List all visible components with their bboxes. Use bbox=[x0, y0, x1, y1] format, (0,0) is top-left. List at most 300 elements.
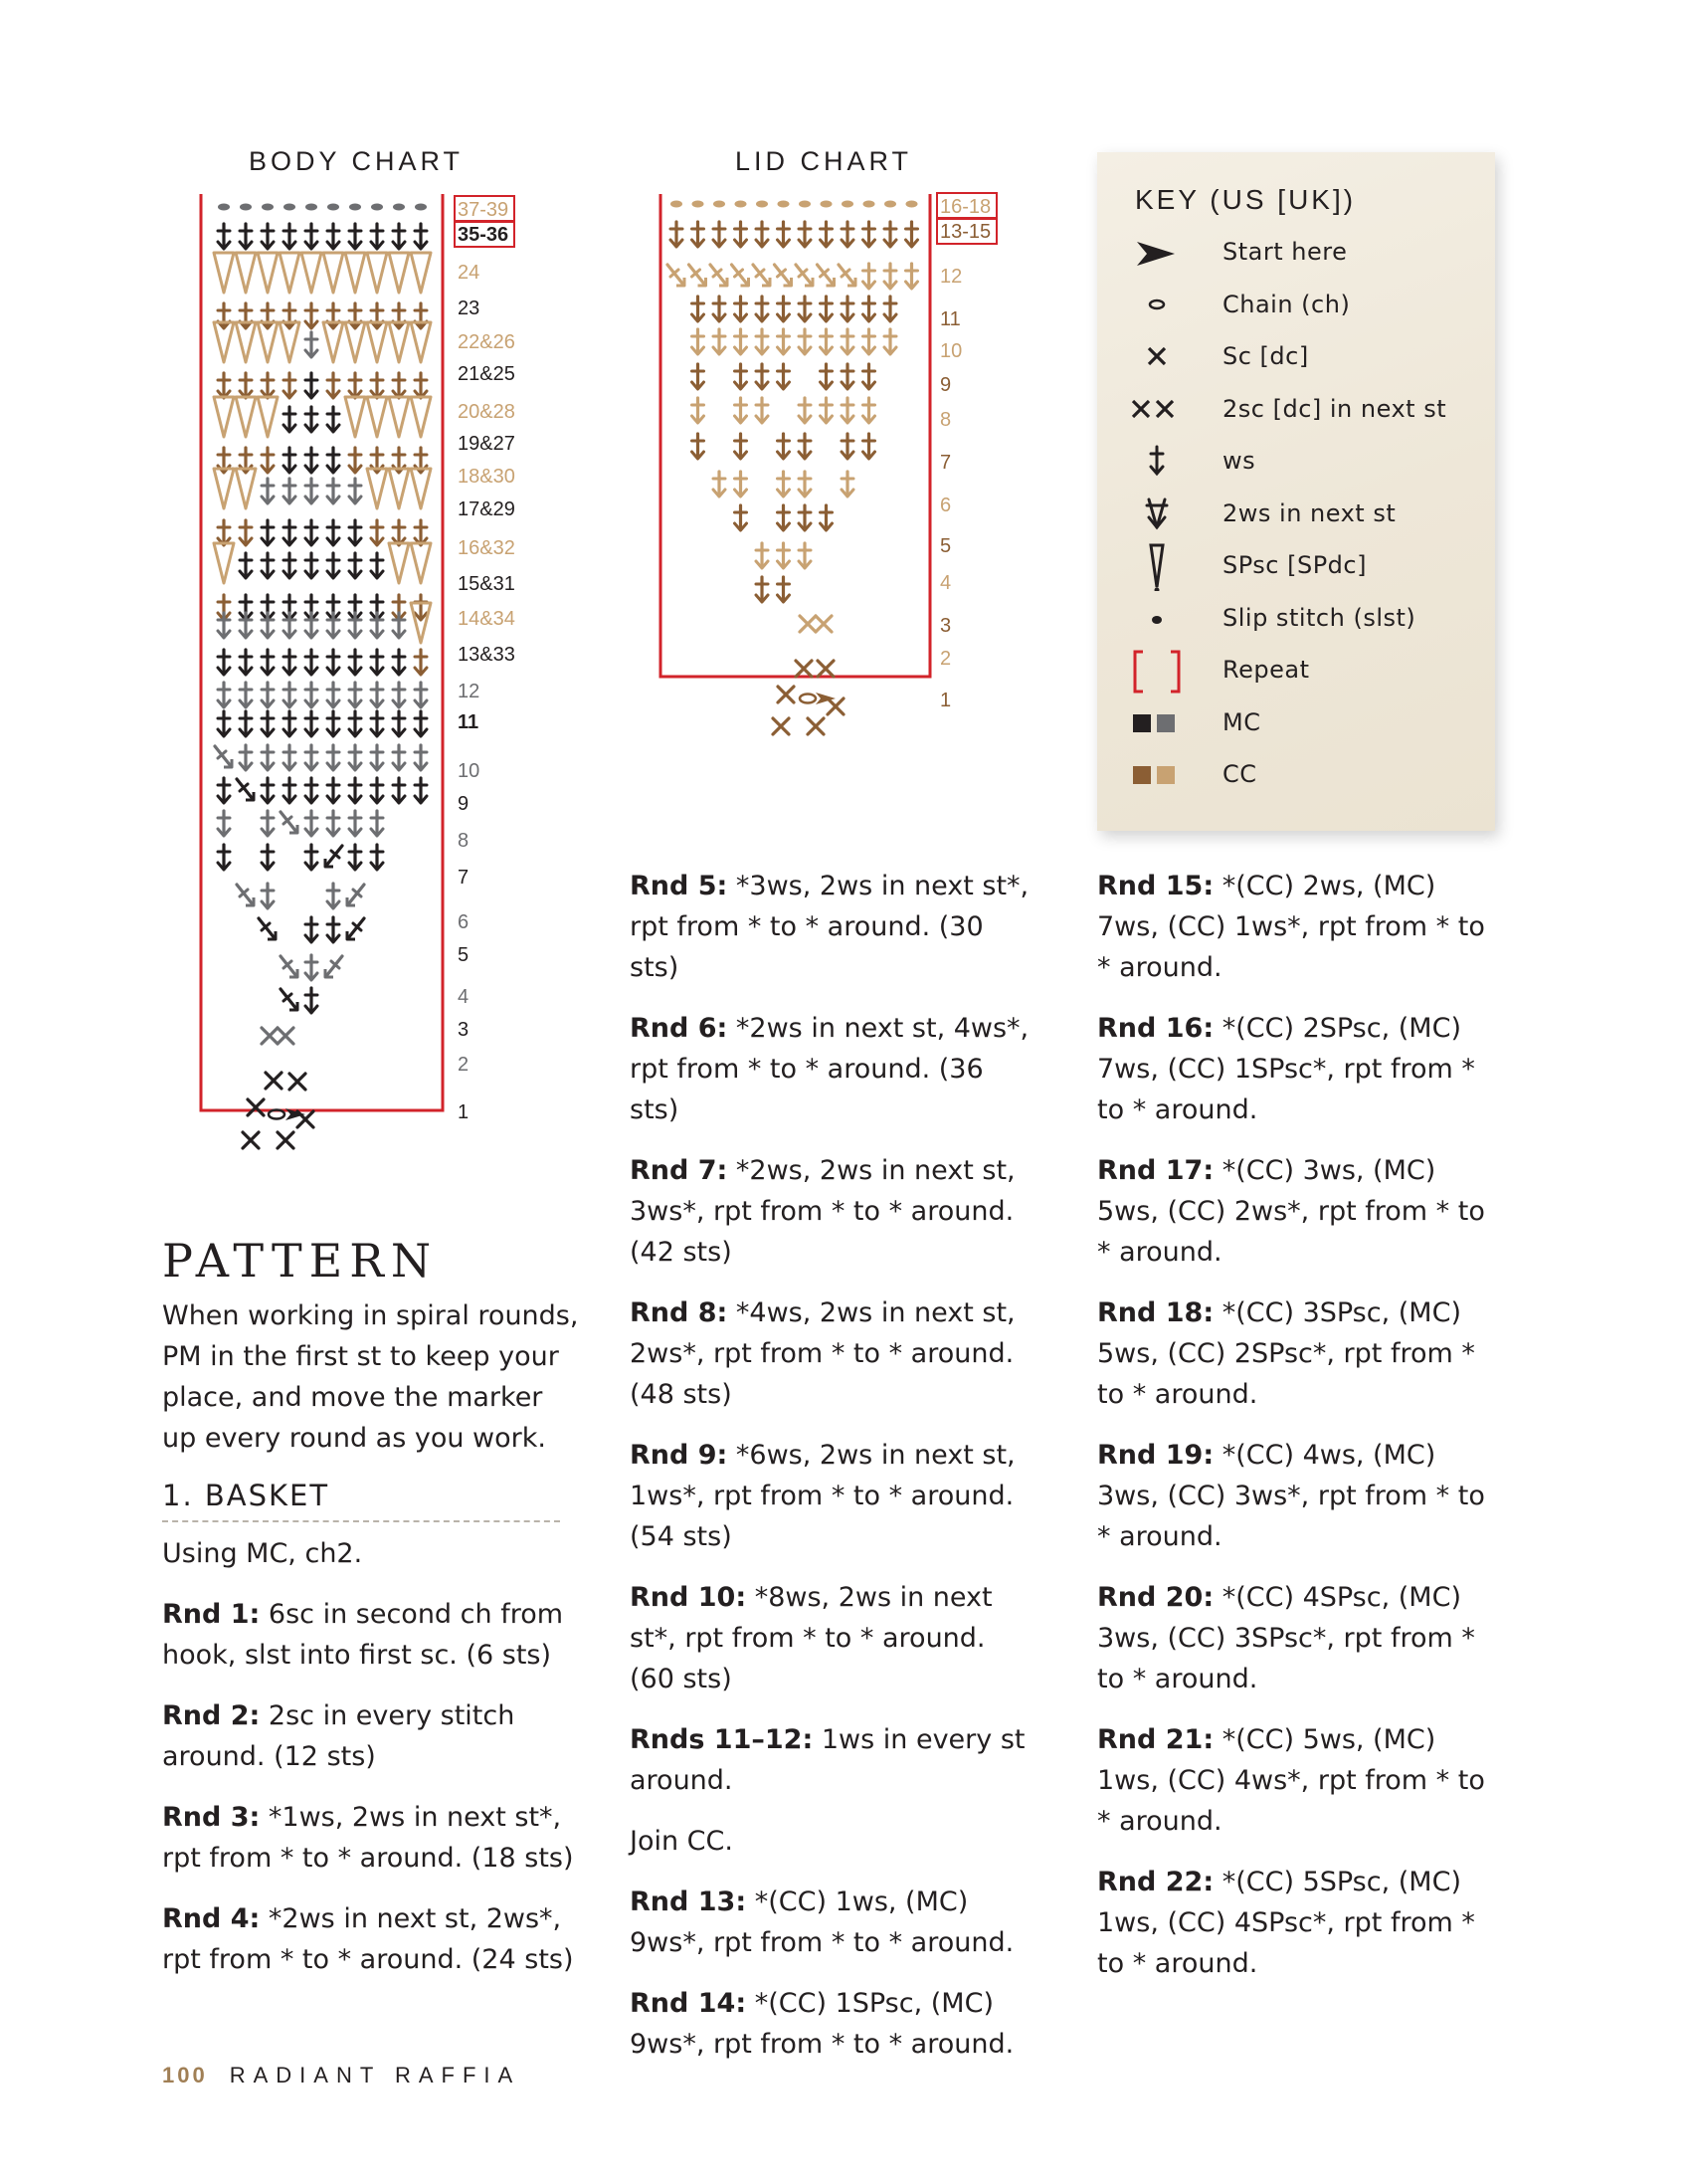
round-label: 16&32 bbox=[458, 537, 515, 559]
ws-stitch bbox=[818, 265, 835, 286]
ws-stitch bbox=[218, 845, 230, 870]
round-label: 3 bbox=[458, 1019, 470, 1041]
ws-stitch bbox=[347, 885, 364, 905]
spsc-stitch bbox=[411, 469, 431, 508]
ws-stitch bbox=[821, 364, 833, 389]
ws-stitch bbox=[692, 398, 704, 423]
ws-stitch bbox=[842, 398, 853, 423]
ws-stitch bbox=[327, 745, 339, 770]
round-label: 9 bbox=[458, 793, 470, 815]
ws-stitch bbox=[821, 297, 833, 321]
spsc-stitch bbox=[389, 469, 409, 508]
round-label: 5 bbox=[458, 944, 470, 966]
ws-stitch bbox=[262, 448, 274, 473]
round-text: *2ws in next st, 2ws*, rpt from * to * around. (24 sts) bbox=[162, 1903, 574, 1975]
slip-stitch-dot bbox=[240, 204, 252, 211]
ws-stitch bbox=[262, 553, 274, 578]
ws-stitch bbox=[393, 224, 405, 249]
page-footer bbox=[162, 2063, 520, 2088]
round-label: Rnd 20: bbox=[1097, 1582, 1215, 1613]
round-label: 35-36 bbox=[458, 224, 509, 246]
single-crochet-icon bbox=[1127, 334, 1187, 382]
round-label: 24 bbox=[458, 262, 480, 284]
round-label: Rnd 1: bbox=[162, 1599, 261, 1630]
ws-stitch bbox=[756, 543, 768, 568]
sc-stitch bbox=[248, 1099, 264, 1115]
ws-stitch bbox=[218, 811, 230, 836]
slip-stitch-dot bbox=[670, 201, 682, 208]
ws-stitch bbox=[863, 364, 875, 389]
sc-stitch bbox=[828, 698, 844, 714]
round-label: 12 bbox=[940, 266, 963, 288]
round-text: *(CC) 1SPsc, (MC) 9ws*, rpt from * to * around. bbox=[630, 1988, 1015, 2060]
spsc-stitch bbox=[345, 397, 365, 437]
cc-swatch-icon bbox=[1127, 752, 1187, 800]
ws-stitch bbox=[305, 745, 317, 770]
ws-stitch bbox=[283, 303, 295, 328]
ws-stitch bbox=[349, 711, 361, 736]
chain-icon bbox=[1127, 283, 1187, 330]
repeat-bracket-icon bbox=[1127, 648, 1187, 695]
ws-stitch bbox=[240, 745, 252, 770]
ws-stitch bbox=[778, 434, 790, 459]
round-label: 11 bbox=[458, 711, 479, 733]
ws-stitch bbox=[713, 297, 725, 321]
start-instruction: Using MC, ch2. bbox=[162, 1538, 363, 1569]
ws-stitch bbox=[842, 434, 853, 459]
round-label: 21&25 bbox=[458, 363, 515, 385]
ws-stitch bbox=[842, 364, 853, 389]
ws-stitch bbox=[283, 407, 295, 432]
ws-stitch bbox=[778, 329, 790, 354]
ws-stitch bbox=[415, 778, 427, 803]
slip-stitch-dot bbox=[884, 201, 896, 208]
sc-stitch bbox=[289, 1074, 305, 1090]
slip-stitch-icon bbox=[1127, 596, 1187, 644]
ws-stitch bbox=[349, 448, 361, 473]
two-sc-icon bbox=[1127, 387, 1187, 435]
ws-stitch bbox=[735, 472, 747, 496]
ws-stitch bbox=[283, 520, 295, 545]
ws-stitch bbox=[281, 956, 297, 977]
ws-stitch bbox=[799, 505, 811, 530]
ws-stitch bbox=[327, 683, 339, 707]
ws-stitch bbox=[305, 988, 317, 1013]
ws-stitch bbox=[305, 650, 317, 675]
ws-stitch bbox=[327, 711, 339, 736]
round-text: *2ws in next st, 4ws*, rpt from * to * around. (36 sts) bbox=[630, 1013, 1030, 1125]
spsc-stitch bbox=[258, 397, 278, 437]
round-label: Rnd 13: bbox=[630, 1886, 747, 1917]
ws-stitch bbox=[262, 845, 274, 870]
ws-stitch bbox=[305, 845, 317, 870]
spsc-stitch bbox=[214, 469, 234, 508]
key-item-label: CC bbox=[1222, 760, 1257, 788]
key-item bbox=[1097, 230, 1495, 282]
ws-stitch bbox=[218, 683, 230, 707]
ws-stitch bbox=[218, 303, 230, 328]
ws-stitch bbox=[692, 329, 704, 354]
round-label: 8 bbox=[458, 830, 470, 852]
round-label: 1 bbox=[940, 690, 952, 711]
round-text: Join CC. bbox=[630, 1826, 733, 1857]
round-label: Rnd 19: bbox=[1097, 1440, 1215, 1471]
ws-stitch bbox=[778, 222, 790, 247]
two-ws-icon bbox=[1127, 492, 1187, 539]
round-label: Rnd 10: bbox=[630, 1582, 747, 1613]
ws-stitch bbox=[240, 553, 252, 578]
round-instruction bbox=[1097, 1150, 1505, 1273]
slip-stitch-dot bbox=[778, 201, 790, 208]
ws-stitch bbox=[262, 373, 274, 398]
ws-stitch bbox=[778, 472, 790, 496]
round-label: Rnd 22: bbox=[1097, 1867, 1215, 1897]
round-instruction bbox=[162, 1898, 580, 1980]
ws-stitch bbox=[283, 650, 295, 675]
ws-stitch bbox=[415, 595, 427, 620]
round-label: 7 bbox=[458, 867, 470, 889]
key-item bbox=[1097, 334, 1495, 386]
spsc-stitch bbox=[367, 469, 387, 508]
ws-stitch bbox=[778, 364, 790, 389]
round-label: Rnd 17: bbox=[1097, 1155, 1215, 1186]
round-label: 10 bbox=[940, 340, 963, 362]
ws-stitch bbox=[262, 650, 274, 675]
ws-stitch bbox=[327, 373, 339, 398]
round-label: 11 bbox=[940, 308, 961, 330]
ws-stitch bbox=[393, 373, 405, 398]
ws-stitch bbox=[906, 264, 918, 289]
ws-stitch bbox=[240, 303, 252, 328]
key-item bbox=[1097, 648, 1495, 699]
round-label: Rnds 11–12: bbox=[630, 1724, 814, 1755]
round-text: *(CC) 5ws, (MC) 1ws, (CC) 4ws*, rpt from * to * around. bbox=[1097, 1724, 1485, 1837]
sc-stitch bbox=[800, 616, 816, 632]
ws-stitch bbox=[842, 222, 853, 247]
spsc-stitch bbox=[236, 397, 256, 437]
round-label: Rnd 15: bbox=[1097, 871, 1215, 901]
ws-stitch bbox=[371, 224, 383, 249]
round-label: Rnd 2: bbox=[162, 1700, 261, 1731]
ws-stitch bbox=[327, 520, 339, 545]
ws-stitch bbox=[349, 553, 361, 578]
ws-stitch bbox=[283, 479, 295, 503]
ws-stitch bbox=[713, 222, 725, 247]
round-label: 15&31 bbox=[458, 573, 515, 595]
round-label: 6 bbox=[458, 911, 470, 933]
round-label: 5 bbox=[940, 535, 952, 557]
spsc-stitch bbox=[214, 397, 234, 437]
key-item-label: MC bbox=[1222, 707, 1261, 736]
key-item bbox=[1097, 283, 1495, 334]
ws-stitch bbox=[305, 448, 317, 473]
ws-stitch bbox=[349, 303, 361, 328]
round-label: Rnd 4: bbox=[162, 1903, 261, 1934]
ws-stitch bbox=[713, 329, 725, 354]
ws-stitch bbox=[305, 520, 317, 545]
spsc-stitch bbox=[345, 253, 365, 293]
round-label: 23 bbox=[458, 298, 480, 319]
round-instruction bbox=[162, 1797, 580, 1879]
ws-stitch bbox=[692, 364, 704, 389]
ws-stitch bbox=[415, 650, 427, 675]
round-instruction bbox=[630, 1008, 1037, 1130]
page-number: 100 bbox=[162, 2063, 208, 2087]
ws-stitch bbox=[240, 520, 252, 545]
ws-stitch bbox=[240, 683, 252, 707]
sc-stitch bbox=[818, 661, 834, 677]
round-text: *(CC) 3ws, (MC) 5ws, (CC) 2ws*, rpt from * to * around. bbox=[1097, 1155, 1485, 1268]
ws-stitch bbox=[218, 711, 230, 736]
slip-stitch-dot bbox=[349, 204, 361, 211]
ws-stitch bbox=[327, 811, 339, 836]
ws-stitch bbox=[842, 329, 853, 354]
column-2 bbox=[630, 866, 1037, 2085]
round-label: 13&33 bbox=[458, 644, 515, 666]
round-text: *8ws, 2ws in next st*, rpt from * to * around. (60 sts) bbox=[630, 1582, 993, 1694]
ws-stitch bbox=[415, 373, 427, 398]
ws-stitch bbox=[305, 778, 317, 803]
round-text: 6sc in second ch from hook, slst into first sc. (6 sts) bbox=[162, 1599, 564, 1671]
slip-stitch-dot bbox=[799, 201, 811, 208]
round-instruction bbox=[630, 1821, 1037, 1862]
round-instruction bbox=[630, 1435, 1037, 1557]
slip-stitch-dot bbox=[756, 201, 768, 208]
round-label: 3 bbox=[940, 615, 952, 637]
ws-stitch bbox=[262, 224, 274, 249]
round-label: 2 bbox=[458, 1054, 470, 1076]
slip-stitch-dot bbox=[218, 204, 230, 211]
ws-stitch bbox=[262, 479, 274, 503]
ws-stitch bbox=[371, 553, 383, 578]
ws-stitch bbox=[305, 332, 317, 357]
round-instruction bbox=[1097, 1292, 1505, 1415]
ws-stitch bbox=[371, 650, 383, 675]
waistcoat-stitch-icon bbox=[1127, 439, 1187, 487]
spsc-stitch bbox=[367, 397, 387, 437]
ws-stitch bbox=[415, 303, 427, 328]
spsc-stitch bbox=[236, 253, 256, 293]
ws-stitch bbox=[349, 650, 361, 675]
ws-stitch bbox=[821, 329, 833, 354]
round-label: 19&27 bbox=[458, 433, 515, 455]
lid-chart-title: LID CHART bbox=[734, 146, 913, 176]
round-label: Rnd 7: bbox=[630, 1155, 728, 1186]
column-3 bbox=[1097, 866, 1505, 2004]
ws-stitch bbox=[327, 553, 339, 578]
ws-stitch bbox=[756, 364, 768, 389]
chain-symbol bbox=[800, 695, 816, 703]
pattern-heading: PATTERN bbox=[162, 1234, 439, 1288]
key-title: KEY (US [UK]) bbox=[1135, 184, 1357, 215]
ws-stitch bbox=[415, 745, 427, 770]
ws-stitch bbox=[371, 845, 383, 870]
ws-stitch bbox=[796, 265, 813, 286]
body-chart-title: BODY CHART bbox=[248, 146, 465, 176]
ws-stitch bbox=[393, 303, 405, 328]
key-item bbox=[1097, 492, 1495, 543]
ws-stitch bbox=[842, 297, 853, 321]
key-item-label: 2ws in next st bbox=[1222, 498, 1397, 527]
ws-stitch bbox=[713, 472, 725, 496]
ws-stitch bbox=[262, 884, 274, 908]
ws-stitch bbox=[215, 746, 232, 767]
key-item bbox=[1097, 700, 1495, 752]
spsc-stitch bbox=[301, 253, 321, 293]
ws-stitch bbox=[327, 917, 339, 942]
ws-stitch bbox=[283, 448, 295, 473]
ws-stitch bbox=[327, 303, 339, 328]
ws-stitch bbox=[692, 297, 704, 321]
pattern-intro: When working in spiral rounds, PM in the first st to keep your place, and move the marker up every round as you work. bbox=[162, 1300, 579, 1454]
ws-stitch bbox=[884, 329, 896, 354]
ws-stitch bbox=[218, 650, 230, 675]
ws-stitch bbox=[349, 373, 361, 398]
ws-stitch bbox=[240, 711, 252, 736]
ws-stitch bbox=[327, 778, 339, 803]
spsc-stitch bbox=[367, 253, 387, 293]
ws-stitch bbox=[305, 711, 317, 736]
spsc-stitch bbox=[389, 543, 409, 583]
spsc-stitch bbox=[280, 253, 299, 293]
key-item-label: SPsc [SPdc] bbox=[1222, 551, 1367, 579]
slip-stitch-dot bbox=[821, 201, 833, 208]
spsc-stitch bbox=[411, 543, 431, 583]
ws-stitch bbox=[349, 811, 361, 836]
key-item-label: Slip stitch (slst) bbox=[1222, 603, 1416, 632]
round-instruction bbox=[1097, 866, 1505, 988]
ws-stitch bbox=[240, 224, 252, 249]
round-text: *(CC) 4ws, (MC) 3ws, (CC) 3ws*, rpt from * to * around. bbox=[1097, 1440, 1485, 1552]
spsc-stitch bbox=[258, 253, 278, 293]
round-instruction bbox=[1097, 1435, 1505, 1557]
ws-stitch bbox=[799, 222, 811, 247]
sc-stitch bbox=[278, 1132, 293, 1148]
spsc-stitch bbox=[323, 253, 343, 293]
spsc-stitch bbox=[236, 469, 256, 508]
slip-stitch-dot bbox=[283, 204, 295, 211]
ws-stitch bbox=[799, 329, 811, 354]
ws-stitch bbox=[283, 745, 295, 770]
round-text: *1ws, 2ws in next st*, rpt from * to * around. (18 sts) bbox=[162, 1802, 574, 1874]
round-instruction bbox=[1097, 1719, 1505, 1842]
ws-stitch bbox=[756, 577, 768, 602]
ws-stitch bbox=[349, 224, 361, 249]
body-chart-symbols bbox=[214, 204, 431, 1149]
slip-stitch-dot bbox=[305, 204, 317, 211]
ws-stitch bbox=[262, 745, 274, 770]
round-instruction bbox=[630, 1983, 1037, 2065]
ws-stitch bbox=[305, 224, 317, 249]
key-item bbox=[1097, 543, 1495, 595]
slip-stitch-dot bbox=[327, 204, 339, 211]
key-box bbox=[1097, 152, 1495, 831]
ws-stitch bbox=[371, 520, 383, 545]
ws-stitch bbox=[305, 303, 317, 328]
ws-stitch bbox=[305, 407, 317, 432]
round-text: 1ws in every st around. bbox=[630, 1724, 1026, 1796]
ws-stitch bbox=[863, 264, 875, 289]
ws-stitch bbox=[283, 224, 295, 249]
ws-stitch bbox=[262, 520, 274, 545]
ws-stitch bbox=[371, 683, 383, 707]
slip-stitch-dot bbox=[393, 204, 405, 211]
ws-stitch bbox=[283, 778, 295, 803]
round-label: 2 bbox=[940, 648, 952, 670]
basket-heading: 1. BASKET bbox=[162, 1479, 560, 1522]
ws-stitch bbox=[821, 222, 833, 247]
ws-stitch bbox=[756, 329, 768, 354]
ws-stitch bbox=[799, 398, 811, 423]
ws-stitch bbox=[393, 683, 405, 707]
ws-stitch bbox=[753, 265, 770, 286]
sc-stitch bbox=[796, 661, 812, 677]
round-instruction bbox=[630, 1882, 1037, 1963]
slip-stitch-dot bbox=[842, 201, 853, 208]
round-label: Rnd 21: bbox=[1097, 1724, 1215, 1755]
start-arrow-icon bbox=[1127, 230, 1187, 278]
ws-stitch bbox=[240, 650, 252, 675]
spike-sc-icon bbox=[1127, 543, 1187, 591]
ws-stitch bbox=[799, 434, 811, 459]
round-label: 16-18 bbox=[940, 196, 992, 218]
ws-stitch bbox=[371, 778, 383, 803]
ws-stitch bbox=[735, 329, 747, 354]
ws-stitch bbox=[821, 505, 833, 530]
round-instruction bbox=[630, 1719, 1037, 1801]
ws-stitch bbox=[262, 778, 274, 803]
ws-stitch bbox=[283, 373, 295, 398]
ws-stitch bbox=[415, 711, 427, 736]
ws-stitch bbox=[325, 846, 342, 867]
spsc-stitch bbox=[411, 397, 431, 437]
ws-stitch bbox=[262, 811, 274, 836]
ws-stitch bbox=[863, 222, 875, 247]
ws-stitch bbox=[281, 989, 297, 1010]
round-instruction bbox=[162, 1695, 580, 1777]
round-label: 8 bbox=[940, 409, 952, 431]
ws-stitch bbox=[756, 398, 768, 423]
ws-stitch bbox=[393, 778, 405, 803]
round-label: Rnd 14: bbox=[630, 1988, 747, 2019]
ws-stitch bbox=[842, 472, 853, 496]
ws-stitch bbox=[349, 778, 361, 803]
ws-stitch bbox=[262, 303, 274, 328]
round-instruction bbox=[630, 1150, 1037, 1273]
sc-stitch bbox=[816, 616, 832, 632]
ws-stitch bbox=[218, 520, 230, 545]
ws-stitch bbox=[371, 303, 383, 328]
round-text: *3ws, 2ws in next st*, rpt from * to * around. (30 sts) bbox=[630, 871, 1030, 983]
ws-stitch bbox=[283, 683, 295, 707]
key-item-label: Chain (ch) bbox=[1222, 290, 1351, 318]
ws-stitch bbox=[218, 778, 230, 803]
ws-stitch bbox=[863, 434, 875, 459]
ws-stitch bbox=[863, 297, 875, 321]
round-text: *(CC) 1ws, (MC) 9ws*, rpt from * to * around. bbox=[630, 1886, 1015, 1958]
ws-stitch bbox=[305, 553, 317, 578]
key-item bbox=[1097, 439, 1495, 491]
column-1 bbox=[162, 1533, 580, 2000]
round-label: 14&34 bbox=[458, 608, 515, 630]
ws-stitch bbox=[393, 745, 405, 770]
ws-stitch bbox=[262, 711, 274, 736]
body-chart-round-labels bbox=[455, 196, 515, 1123]
key-item-label: Start here bbox=[1222, 238, 1348, 266]
ws-stitch bbox=[305, 683, 317, 707]
ws-stitch bbox=[393, 711, 405, 736]
ws-stitch bbox=[906, 222, 918, 247]
